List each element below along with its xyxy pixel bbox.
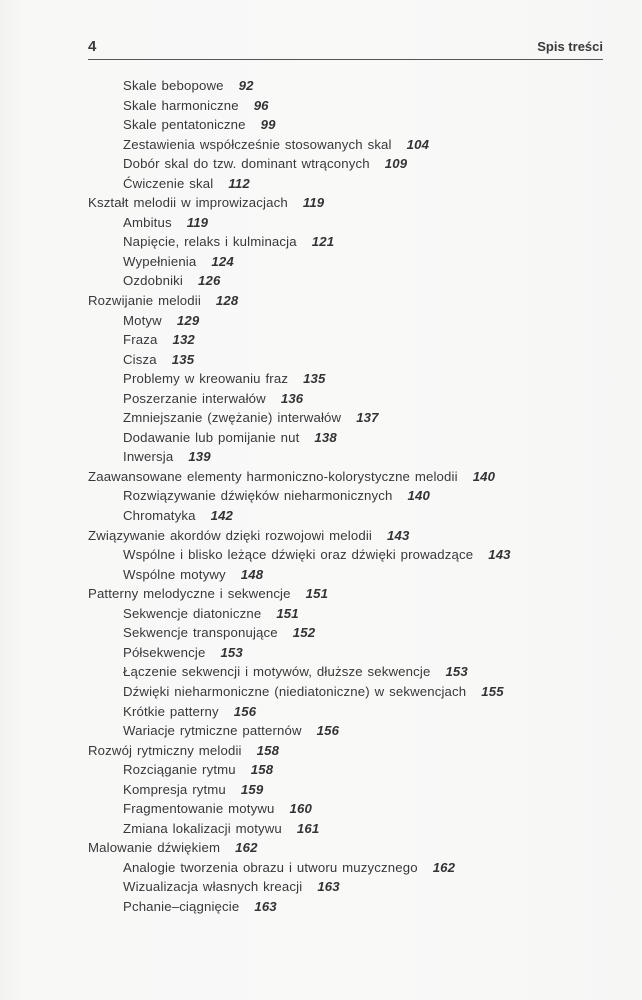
toc-entry-title: Zaawansowane elementy harmoniczno-kolorystyczne melodii bbox=[88, 468, 458, 484]
toc-entry-page-number: 155 bbox=[481, 683, 504, 699]
toc-section-entry bbox=[88, 506, 608, 526]
toc-entry-page-number: 109 bbox=[384, 156, 408, 172]
toc-entry-page-number: 138 bbox=[314, 429, 337, 445]
toc-section-entry bbox=[88, 447, 608, 467]
toc-entry-page-number: 151 bbox=[276, 605, 299, 621]
toc-entry-title: Analogie tworzenia obrazu i utworu muzycznego bbox=[123, 859, 418, 875]
toc-entry-title: Skale pentatoniczne bbox=[123, 117, 246, 133]
toc-entry-title: Kompresja rytmu bbox=[123, 781, 226, 797]
toc-entry-title: Zmiana lokalizacji motywu bbox=[123, 820, 282, 836]
toc-entry-page-number: 136 bbox=[280, 390, 304, 406]
toc-section-entry bbox=[88, 311, 608, 331]
toc-entry-page-number: 126 bbox=[198, 273, 221, 289]
toc-section-entry bbox=[88, 897, 608, 917]
toc-entry-title: Krótkie patterny bbox=[123, 703, 219, 719]
running-title: Spis treści bbox=[537, 39, 603, 54]
toc-section-entry bbox=[88, 76, 608, 96]
toc-entry-title: Rozwiązywanie dźwięków nieharmonicznych bbox=[123, 488, 393, 504]
toc-entry-page-number: 151 bbox=[305, 586, 329, 602]
toc-section-entry bbox=[88, 721, 608, 741]
toc-section-entry bbox=[88, 389, 608, 409]
toc-entry-title: Chromatyka bbox=[123, 508, 196, 524]
toc-entry-page-number: 96 bbox=[253, 97, 269, 113]
toc-chapter-entry bbox=[88, 193, 608, 213]
toc-entry-title: Łączenie sekwencji i motywów, dłuższe sekwencje bbox=[123, 664, 431, 680]
toc-entry-page-number: 158 bbox=[256, 742, 280, 758]
toc-entry-page-number: 140 bbox=[407, 488, 430, 504]
toc-entry-page-number: 112 bbox=[228, 175, 250, 191]
toc-entry-page-number: 92 bbox=[238, 78, 254, 93]
toc-entry-page-number: 159 bbox=[240, 781, 264, 797]
toc-entry-page-number: 132 bbox=[172, 332, 195, 348]
toc-entry-page-number: 163 bbox=[317, 879, 340, 895]
toc-section-entry bbox=[88, 350, 608, 370]
toc-entry-page-number: 104 bbox=[406, 136, 430, 152]
toc-entry-page-number: 148 bbox=[240, 566, 264, 582]
toc-section-entry bbox=[88, 702, 608, 722]
toc-entry-page-number: 128 bbox=[215, 293, 239, 309]
toc-entry-page-number: 119 bbox=[186, 214, 209, 230]
toc-entry-page-number: 153 bbox=[445, 664, 468, 680]
toc-section-entry bbox=[88, 330, 608, 350]
toc-entry-title: Cisza bbox=[123, 351, 157, 367]
toc-section-entry bbox=[88, 799, 608, 819]
toc-entry-page-number: 161 bbox=[296, 820, 320, 836]
toc-entry-title: Sekwencje transponujące bbox=[123, 625, 278, 641]
toc-entry-title: Skale bebopowe bbox=[123, 78, 224, 93]
toc-entry-page-number: 143 bbox=[488, 547, 511, 563]
toc-entry-title: Ćwiczenie skal bbox=[123, 175, 214, 191]
toc-entry-page-number: 160 bbox=[289, 801, 312, 817]
toc-section-entry bbox=[88, 780, 608, 800]
toc-section-entry bbox=[88, 232, 608, 252]
toc-entry-page-number: 156 bbox=[316, 723, 340, 739]
toc-entry-title: Fraza bbox=[123, 332, 158, 348]
toc-section-entry bbox=[88, 428, 608, 448]
toc-section-entry bbox=[88, 662, 608, 682]
toc-entry-title: Wspólne motywy bbox=[123, 566, 226, 582]
page-number: 4 bbox=[88, 38, 97, 55]
toc-entry-title: Ambitus bbox=[123, 214, 172, 230]
toc-chapter-entry bbox=[88, 467, 608, 487]
toc-chapter-entry bbox=[88, 291, 608, 311]
toc-entry-title: Zmniejszanie (zwężanie) interwałów bbox=[123, 410, 342, 426]
toc-section-entry bbox=[88, 545, 608, 565]
page-header bbox=[88, 38, 603, 60]
toc-entry-page-number: 135 bbox=[171, 351, 195, 367]
toc-section-entry bbox=[88, 408, 608, 428]
toc-section-entry bbox=[88, 115, 608, 135]
toc-entry-title: Zestawienia współcześnie stosowanych skal bbox=[123, 136, 392, 152]
toc-section-entry bbox=[88, 760, 608, 780]
toc-entry-page-number: 140 bbox=[472, 468, 496, 484]
toc-entry-title: Wspólne i blisko leżące dźwięki oraz dźwięki prowadzące bbox=[123, 547, 474, 563]
toc-entry-page-number: 137 bbox=[356, 410, 379, 426]
toc-entry-title: Inwersja bbox=[123, 449, 174, 465]
toc-entry-page-number: 158 bbox=[250, 762, 274, 778]
toc-entry-page-number: 139 bbox=[188, 449, 211, 465]
toc-entry-title: Problemy w kreowaniu fraz bbox=[123, 371, 289, 387]
toc-entry-title: Napięcie, relaks i kulminacja bbox=[123, 234, 297, 250]
toc-entry-title: Kształt melodii w improwizacjach bbox=[88, 195, 288, 211]
toc-entry-title: Wariacje rytmiczne patternów bbox=[123, 723, 302, 739]
toc-section-entry bbox=[88, 174, 608, 194]
toc-entry-title: Wizualizacja własnych kreacji bbox=[123, 879, 303, 895]
toc-chapter-entry bbox=[88, 526, 608, 546]
toc-entry-title: Fragmentowanie motywu bbox=[123, 801, 275, 817]
toc-entry-page-number: 142 bbox=[210, 508, 234, 524]
table-of-contents bbox=[88, 76, 608, 917]
toc-chapter-entry bbox=[88, 741, 608, 761]
toc-section-entry bbox=[88, 486, 608, 506]
toc-entry-title: Dodawanie lub pomijanie nut bbox=[123, 429, 300, 445]
toc-entry-title: Wypełnienia bbox=[123, 253, 197, 269]
toc-section-entry bbox=[88, 565, 608, 585]
toc-section-entry bbox=[88, 213, 608, 233]
toc-entry-page-number: 129 bbox=[176, 312, 200, 328]
toc-entry-title: Patterny melodyczne i sekwencje bbox=[88, 586, 291, 602]
toc-chapter-entry bbox=[88, 584, 608, 604]
toc-entry-page-number: 156 bbox=[233, 703, 257, 719]
toc-section-entry bbox=[88, 271, 608, 291]
toc-entry-title: Rozciąganie rytmu bbox=[123, 762, 236, 778]
toc-entry-title: Malowanie dźwiękiem bbox=[88, 840, 221, 856]
toc-section-entry bbox=[88, 369, 608, 389]
toc-entry-page-number: 135 bbox=[303, 371, 326, 387]
toc-entry-title: Rozwijanie melodii bbox=[88, 293, 201, 309]
toc-section-entry bbox=[88, 135, 608, 155]
toc-entry-page-number: 99 bbox=[260, 117, 276, 133]
toc-section-entry bbox=[88, 604, 608, 624]
toc-entry-title: Rozwój rytmiczny melodii bbox=[88, 742, 242, 758]
toc-section-entry bbox=[88, 154, 608, 174]
toc-entry-title: Półsekwencje bbox=[123, 644, 206, 660]
toc-entry-title: Ozdobniki bbox=[123, 273, 183, 289]
toc-section-entry bbox=[88, 877, 608, 897]
toc-entry-page-number: 162 bbox=[432, 859, 456, 875]
toc-entry-page-number: 163 bbox=[254, 898, 277, 914]
header-divider bbox=[88, 59, 603, 60]
toc-section-entry bbox=[88, 96, 608, 116]
toc-entry-title: Dźwięki nieharmoniczne (niediatoniczne) w sekwencjach bbox=[123, 683, 467, 699]
toc-entry-page-number: 152 bbox=[292, 625, 316, 641]
toc-entry-title: Poszerzanie interwałów bbox=[123, 390, 266, 406]
toc-entry-page-number: 121 bbox=[311, 234, 335, 250]
toc-entry-page-number: 124 bbox=[211, 253, 234, 269]
toc-entry-page-number: 143 bbox=[386, 527, 410, 543]
toc-chapter-entry bbox=[88, 838, 608, 858]
toc-entry-page-number: 119 bbox=[302, 195, 325, 211]
toc-entry-page-number: 162 bbox=[235, 840, 258, 856]
toc-entry-title: Sekwencje diatoniczne bbox=[123, 605, 262, 621]
toc-entry-title: Związywanie akordów dzięki rozwojowi melodii bbox=[88, 527, 372, 543]
toc-section-entry bbox=[88, 819, 608, 839]
toc-section-entry bbox=[88, 643, 608, 663]
toc-section-entry bbox=[88, 252, 608, 272]
toc-entry-title: Dobór skal do tzw. dominant wtrąconych bbox=[123, 156, 370, 172]
toc-entry-title: Pchanie–ciągnięcie bbox=[123, 898, 240, 914]
toc-entry-page-number: 153 bbox=[220, 644, 243, 660]
toc-entry-title: Skale harmoniczne bbox=[123, 97, 239, 113]
toc-section-entry bbox=[88, 858, 608, 878]
toc-section-entry bbox=[88, 623, 608, 643]
toc-entry-title: Motyw bbox=[123, 312, 162, 328]
toc-section-entry bbox=[88, 682, 608, 702]
